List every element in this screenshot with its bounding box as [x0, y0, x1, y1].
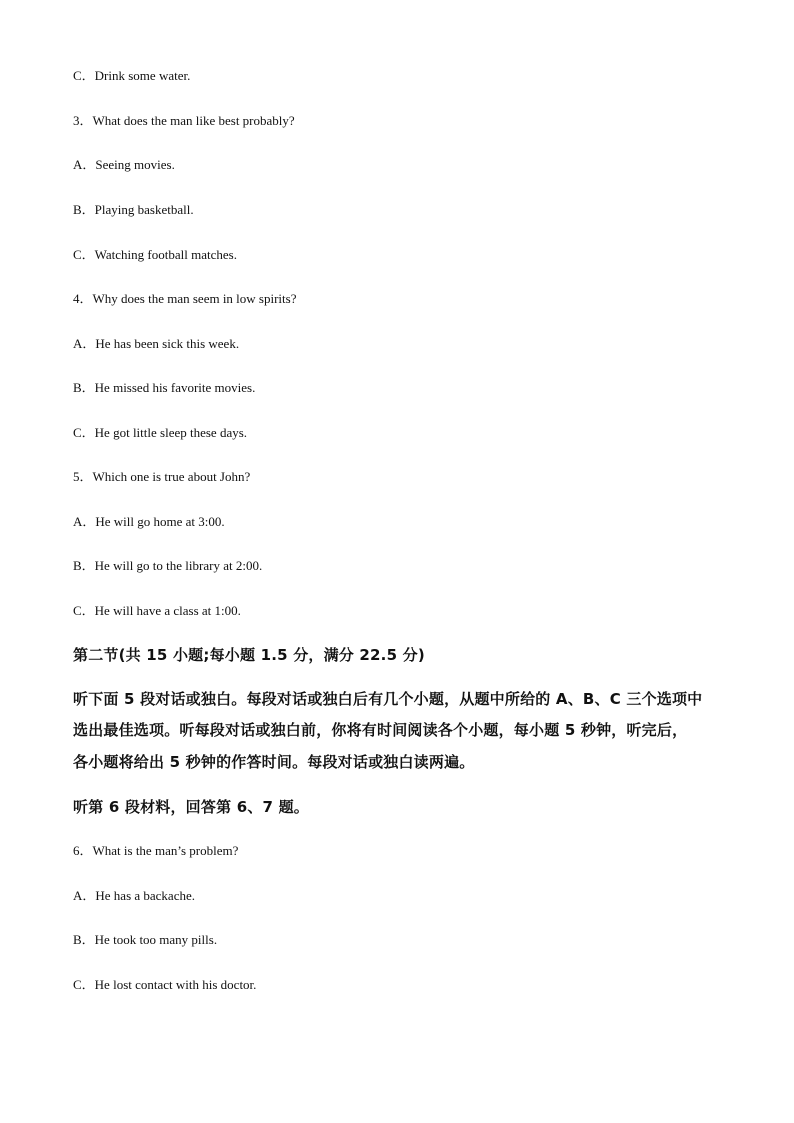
q6-option-c: C．He lost contact with his doctor. [73, 977, 257, 992]
instructions-line-3: 各小题将给出 5 秒钟的作答时间。每段对话或独白读两遍。 [73, 753, 475, 771]
q3-option-a: A．Seeing movies. [73, 157, 175, 172]
q5-option-b: B．He will go to the library at 2:00. [73, 558, 263, 573]
q3-question: 3．What does the man like best probably? [73, 113, 295, 128]
instructions-line-2: 选出最佳选项。听每段对话或独白前，你将有时间阅读各个小题，每小题 5 秒钟，听完后， [73, 721, 688, 739]
q6-option-a: A．He has a backache. [73, 888, 195, 903]
q4-option-a: A．He has been sick this week. [73, 336, 240, 351]
q6-option-b: B．He took too many pills. [73, 932, 218, 947]
q4-option-b: B．He missed his favorite movies. [73, 380, 256, 395]
q4-option-c: C．He got little sleep these days. [73, 425, 248, 440]
q5-option-c: C．He will have a class at 1:00. [73, 603, 241, 618]
q4-question: 4．Why does the man seem in low spirits? [73, 291, 297, 306]
q5-question: 5．Which one is true about John? [73, 469, 251, 484]
instructions-line-1: 听下面 5 段对话或独白。每段对话或独白后有几个小题，从题中所给的 A、B、C 三个选项中 [73, 690, 703, 708]
q5-option-a: A．He will go home at 3:00. [73, 514, 225, 529]
q2-option-c: C．Drink some water. [73, 68, 191, 83]
q6-question: 6．What is the man’s problem? [73, 843, 239, 858]
section2-heading: 第二节(共 15 小题;每小题 1.5 分，满分 22.5 分) [73, 646, 425, 664]
q3-option-b: B．Playing basketball. [73, 202, 194, 217]
q3-option-c: C．Watching football matches. [73, 247, 237, 262]
material-heading: 听第 6 段材料，回答第 6、7 题。 [73, 798, 310, 816]
